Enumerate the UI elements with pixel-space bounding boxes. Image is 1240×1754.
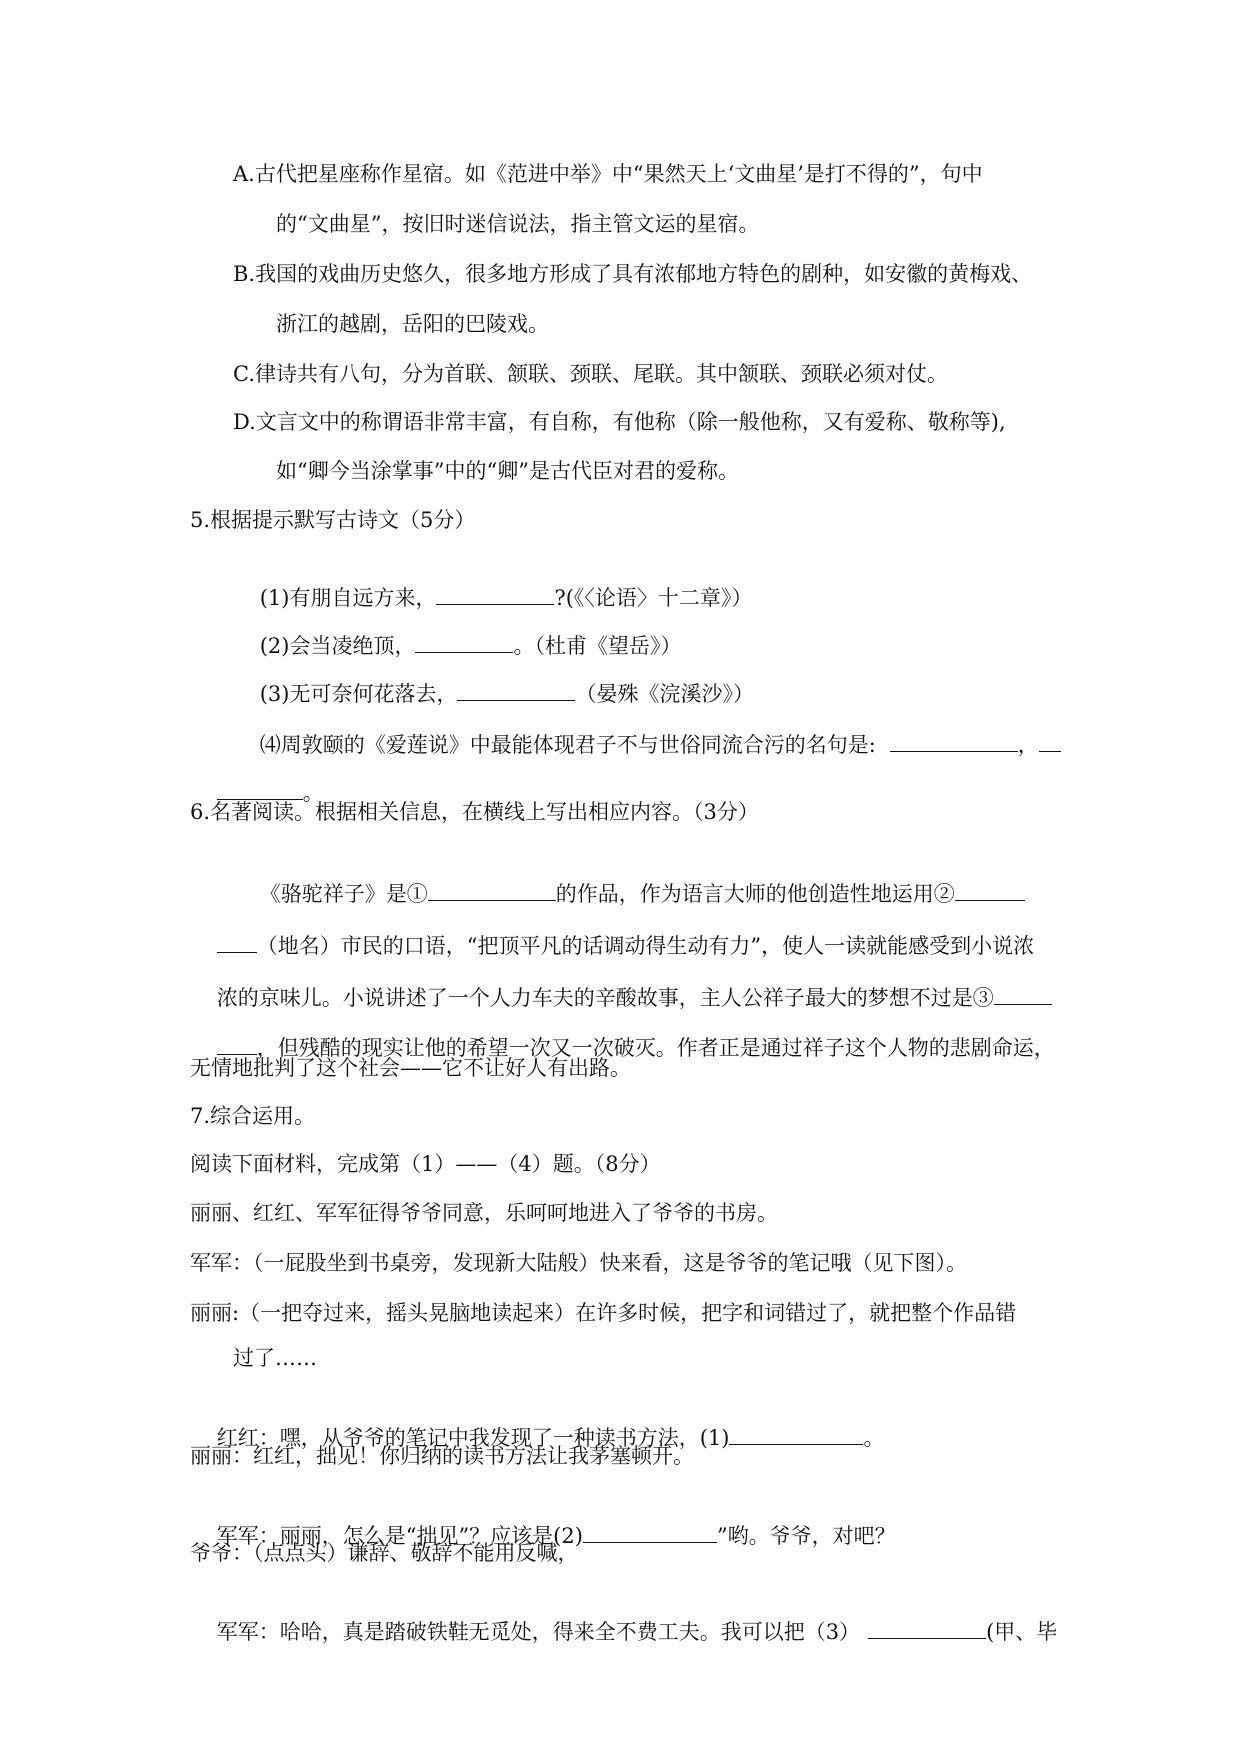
dialogue-line-2: 军军：（一屁股坐到书桌旁，发现新大陆般）快来看，这是爷爷的笔记哦（见下图）。	[190, 1251, 967, 1275]
q7-answer-blank-2[interactable]	[583, 1522, 717, 1543]
dialogue-line-4-text: 红红：嘿，从爷爷的笔记中我发现了一种读书方法，(1)	[216, 1426, 730, 1450]
dialogue-line-6-text: 军军：丽丽，怎么是“拙见”？应该是(2)	[216, 1524, 583, 1548]
dialogue-line-4-end: 。	[863, 1426, 885, 1450]
q6-line-1-start: 《骆驼祥子》是①	[259, 882, 428, 906]
dialogue-line-1: 丽丽、红红、军军征得爷爷同意，乐呵呵地进入了爷爷的书房。	[190, 1201, 778, 1225]
option-a-line2: 的“文曲星”，按旧时迷信说法，指主管文运的星宿。	[276, 212, 760, 236]
q5-item-4-period: 。	[302, 781, 324, 805]
q6-line-3-text: 浓的京味儿。小说讲述了一个人力车夫的辛酸故事，主人公祥子最大的梦想不过是③	[216, 986, 994, 1010]
option-b-line1: B.我国的戏曲历史悠久，很多地方形成了具有浓郁地方特色的剧种，如安徽的黄梅戏、	[233, 262, 1033, 286]
dialogue-line-3: 丽丽:（一把夺过来，摇头晃脑地读起来）在许多时候，把字和词错过了，就把整个作品错	[190, 1301, 1017, 1325]
q6-line-5: 无情地批判了这个社会——它不让好人有出路。	[190, 1056, 631, 1080]
q7-intro: 阅读下面材料，完成第（1）——（4）题。（8分）	[190, 1152, 661, 1176]
q5-item-2-prompt: (2)会当凌绝顶，	[259, 634, 416, 658]
dialogue-line-5: 丽丽：红红，拙见！你归纳的读书方法让我茅塞顿开。	[190, 1444, 694, 1468]
q6-answer-blank-2-end[interactable]	[217, 932, 257, 953]
q6-line-2-text: （地名）市民的口语，“把顶平凡的话调动得生动有力”，使人一读就能感受到小说浓	[256, 934, 1035, 958]
q5-item-3-prompt: (3)无可奈何花落去，	[259, 682, 458, 706]
q7-answer-blank-1[interactable]	[729, 1424, 863, 1445]
q6-answer-blank-3-end[interactable]	[217, 1034, 257, 1055]
q5-item-1-prompt: (1)有朋自远方来，	[259, 586, 437, 610]
q6-line-4-text: ，但残酷的现实让他的希望一次又一次破灭。作者正是通过祥子这个人物的悲剧命运，	[256, 1036, 1055, 1060]
option-d-line2: 如“卿今当涂掌事”中的“卿”是古代臣对君的爱称。	[276, 459, 739, 483]
q6-line-1-mid: 的作品，作为语言大师的他创造性地运用②	[555, 882, 955, 906]
q6-title: 6.名著阅读。根据相关信息，在横线上写出相应内容。（3分）	[190, 800, 759, 824]
q5-title: 5.根据提示默写古诗文（5分）	[190, 508, 476, 532]
option-c: C.律诗共有八句，分为首联、颔联、颈联、尾联。其中颔联、颈联必须对仗。	[233, 362, 948, 386]
q6-answer-blank-2-start[interactable]	[955, 880, 1025, 901]
option-d-line1: D.文言文中的称谓语非常丰富，有自称，有他称（除一般他称，又有爱称、敬称等),	[233, 410, 1006, 434]
q7-title: 7.综合运用。	[190, 1104, 316, 1128]
q5-item-4	[233, 700, 1061, 790]
q5-answer-blank-4b-start[interactable]	[1039, 731, 1061, 752]
dialogue-line-8-text: 军军：哈哈，真是踏破铁鞋无觅处，得来全不费工夫。我可以把（3）	[216, 1620, 861, 1644]
q5-answer-blank-4a[interactable]	[890, 731, 1018, 752]
option-b-line2: 浙江的越剧，岳阳的巴陵戏。	[276, 312, 549, 336]
dialogue-line-8-end: (甲、毕	[986, 1620, 1058, 1644]
q7-answer-blank-3[interactable]	[868, 1618, 986, 1639]
q5-item-1-source: ?(《〈论语〉十二章》）	[554, 586, 753, 610]
option-a-line1: A.古代把星座称作星宿。如《范进中举》中“果然天上‘文曲星’是打不得的”，句中	[233, 162, 983, 186]
q5-item-2-source: 。（杜甫《望岳》）	[513, 634, 682, 658]
dialogue-line-8	[190, 1587, 1057, 1677]
q5-item-3-source: （晏殊《浣溪沙》）	[575, 682, 754, 706]
dialogue-line-7: 爷爷：（点点头）谦辞、敬辞不能用反喊，	[190, 1541, 579, 1565]
q5-item-4-comma: ，	[1017, 733, 1039, 757]
dialogue-line-3-continued: 过了……	[233, 1346, 317, 1370]
dialogue-line-6-end: ”哟。爷爷，对吧？	[716, 1524, 896, 1548]
q5-answer-blank-3[interactable]	[457, 680, 575, 701]
q5-item-4-prompt: ⑷周敦颐的《爱莲说》中最能体现君子不与世俗同流合污的名句是:	[259, 733, 876, 757]
q6-answer-blank-1[interactable]	[428, 880, 556, 901]
q6-answer-blank-3-start[interactable]	[994, 984, 1052, 1005]
